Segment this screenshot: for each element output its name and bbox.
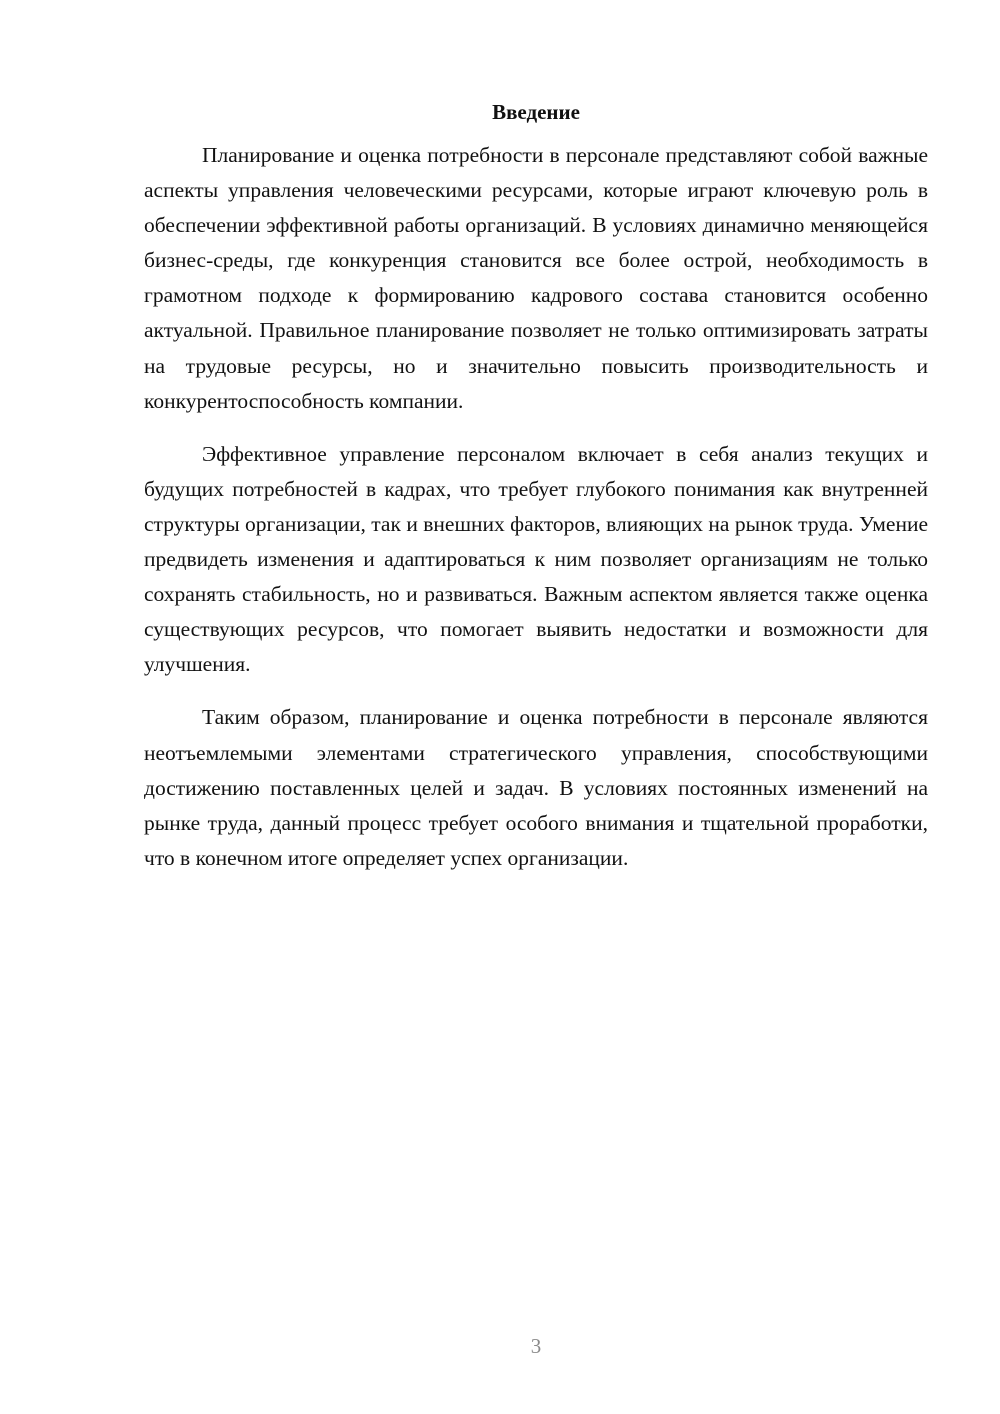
page-number: 3 (530, 1334, 542, 1358)
page-title: Введение (492, 100, 580, 124)
paragraph-1: Планирование и оценка потребности в персонале представляют собой важные аспекты управления человеческими ресурсами, которые играют ключевую роль в обеспечении эффективной работы организаций. В условиях динамично меняющейся бизнес-среды, где конкуренция становится все более острой, необходимость в грамотном подходе к формированию кадрового состава становится особенно актуальной. Правильное планирование позволяет не только оптимизировать затраты на трудовые ресурсы, но и значительно повысить производительность и конкурентоспособность компании. (144, 143, 928, 413)
paragraph-2: Эффективное управление персоналом включает в себя анализ текущих и будущих потребностей в кадрах, что требует глубокого понимания как внутренней структуры организации, так и внешних факторов, влияющих на рынок труда. Умение предвидеть изменения и адаптироваться к ним позволяет организациям не только сохранять стабильность, но и развиваться. Важным аспектом является также оценка существующих ресурсов, что помогает выявить недостатки и возможности для улучшения. (144, 441, 928, 677)
paragraph-gap (144, 682, 928, 700)
paragraph-gap (144, 419, 928, 437)
page-content (144, 96, 928, 876)
paragraph-3: Таким образом, планирование и оценка потребности в персонале являются неотъемлемыми элементами стратегического управления, способствующими достижению поставленных целей и задач. В условиях постоянных изменений на рынке труда, данный процесс требует особого внимания и тщательной проработки, что в конечном итоге определяет успех организации. (144, 705, 928, 870)
